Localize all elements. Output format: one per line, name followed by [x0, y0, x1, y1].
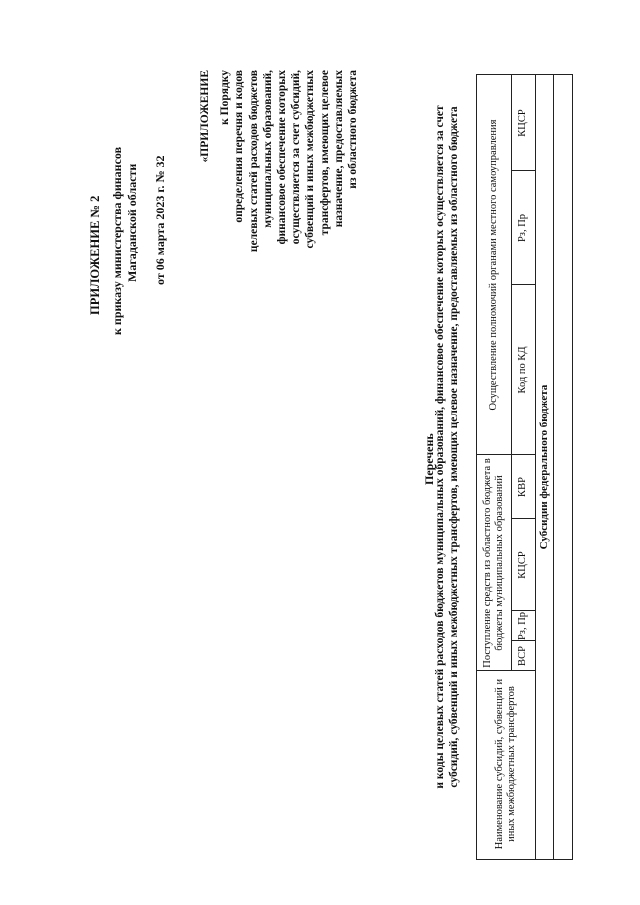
annex-block — [198, 70, 360, 375]
list-title-line: субсидий, субвенций и иных межбюджетных трансфертов, имеющих целевое назначение, предоставляемых из областного бюджета — [447, 106, 460, 788]
annex-line: субвенций и иных межбюджетных — [304, 70, 317, 249]
list-title-word: Перечень — [422, 433, 436, 485]
appendix-order-line: к приказу министерства финансов — [110, 146, 124, 335]
header-cell-income-group: Поступление средств из областного бюджета в бюджеты муниципальных образований — [482, 458, 505, 668]
list-title-line: и коды целевых статей расходов бюджетов муниципальных образований, финансовое обеспечение которых осуществляется за счет — [434, 105, 446, 789]
header-cell-kcsr: КЦСР — [517, 551, 528, 579]
annex-line: трансфертов, имеющих целевое — [318, 70, 331, 236]
annex-title: «ПРИЛОЖЕНИЕ — [199, 70, 211, 163]
annex-line: финансовое обеспечение которых — [276, 70, 289, 245]
annex-line: муниципальных образований, — [261, 70, 274, 228]
header-cell-rz-pr-2: Рз, Пр — [517, 213, 528, 243]
annex-line: к Порядку — [219, 70, 232, 125]
header-cell-powers-group: Осуществление полномочий органами местного самоуправления — [488, 119, 499, 411]
header-cell-vsr: ВСР — [517, 646, 528, 666]
section-row-federal-subsidies: Субсидии федерального бюджета — [538, 384, 550, 550]
annex-line: определения перечня и кодов — [233, 70, 246, 223]
annex-line: осуществляется за счет субсидий, — [290, 70, 303, 245]
annex-line: из областного бюджета — [347, 70, 360, 189]
header-cell-kcsr-2: КЦСР — [517, 109, 528, 137]
list-title-body — [434, 27, 461, 867]
header-cell-kvr: КВР — [517, 477, 528, 497]
appendix-title: ПРИЛОЖЕНИЕ № 2 — [88, 195, 102, 315]
header-cell-name: Наименование субсидий, субвенций и иных межбюджетных трансфертов — [494, 678, 517, 850]
header-cell-kod-kd: Код по КД — [517, 346, 528, 394]
annex-line: целевых статей расходов бюджетов — [247, 70, 260, 253]
header-cell-rz-pr: Рз, Пр — [517, 611, 528, 641]
appendix-region-line: Магаданской области — [125, 163, 139, 282]
appendix-date-line: от 06 марта 2023 г. № 32 — [153, 155, 167, 285]
codes-table — [476, 74, 573, 860]
annex-line: назначение, предоставляемых — [332, 70, 345, 228]
